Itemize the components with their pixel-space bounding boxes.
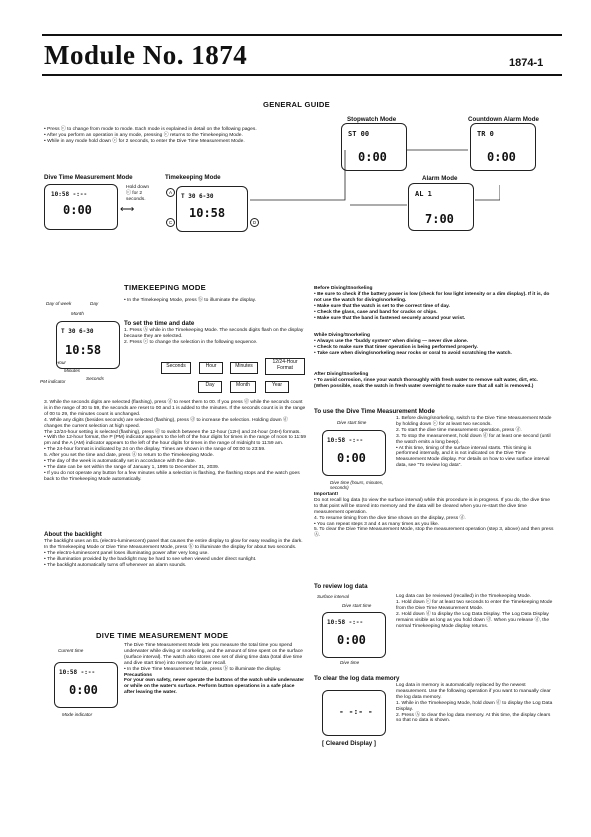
review-text	[396, 594, 554, 629]
timekeeping-mode-label: Timekeeping Mode	[165, 174, 221, 181]
para: • The backlight automatically turns off whenever an alarm sounds.	[44, 562, 187, 568]
step: • At this time, timing of the surface interval starts. This timing is performed internally, and it is not indicated on the Dive Time Measurement Mode display. For details on how to view surface interval data, see "To review log data".	[396, 445, 550, 469]
label-pm: PM indicator	[40, 379, 66, 384]
clear-heading: To clear the log data memory	[314, 675, 400, 682]
seq-format: 12/24-Hour Format	[265, 358, 305, 375]
label-day-of-week: Day of week	[46, 301, 72, 306]
before-diving-section	[314, 286, 554, 321]
backlight-heading: About the backlight	[44, 531, 102, 538]
dive-mode-text	[124, 643, 306, 696]
para: • In the Dive Time Measurement Mode, press ⓑ to illuminate the display.	[124, 666, 282, 672]
set-more-steps	[44, 400, 306, 483]
para: Log data in memory is automatically replaced by the newest measurement. Use the following operation if you want to manually clear the log data memory.	[396, 683, 551, 700]
step: 2. To start the dive time measurement operation, press ⓓ.	[396, 427, 522, 433]
para: • The illumination provided by the backlight may be hard to see when viewed under direct sunlight.	[44, 556, 257, 562]
seq-hour: Hour	[199, 362, 223, 374]
log-data-watch: 10:58 -:-- 0:00	[322, 612, 386, 658]
para: Do not recall log data (to view the surface interval) while this procedure is in progress. If you do, the dive time to that point will be stored into memory and the data will be cleared when you re-start the dive time measurement operation.	[314, 497, 550, 515]
blank-display: - -:- -	[339, 707, 373, 716]
section-heading: While Diving/Snorkeling	[314, 333, 370, 338]
para: • You can repeat steps 3 and 4 as many times as you like.	[314, 521, 440, 527]
precautions-heading: Precautions	[124, 672, 152, 678]
item: • To avoid corrosion, rinse your watch thoroughly with fresh water to remove salt water, dirt, etc. (When possible, soak the watch in fresh water overnight to make sure that all salt is removed.)	[314, 377, 538, 389]
set-steps	[124, 328, 304, 346]
label-seconds: Seconds	[86, 376, 104, 381]
step: 5. After you set the time and date, press Ⓐ to return to the Timekeeping Mode.	[44, 453, 214, 459]
step: 1. Press Ⓐ while in the Timekeeping Mode. The seconds digits flash on the display because they are selected.	[124, 328, 304, 339]
para: 5. To clear the Dive Time Measurement Mode, stop the measurement operation (step 3, above) and then press Ⓐ.	[314, 527, 554, 539]
step: 1. While in the Timekeeping Mode, hold down ⓓ to display the Log Data Display.	[396, 700, 553, 712]
timekeeping-intro: • In the Timekeeping Mode, press ⓑ to illuminate the display.	[124, 298, 257, 303]
intro-line: • After you perform an operation in any mode, pressing ⓒ returns to the Timekeeping Mode.	[44, 132, 243, 138]
after-diving-section	[314, 372, 554, 390]
intro-line: • Press ⓒ to change from mode to mode. Each mode is explained in detail on the following pages.	[44, 127, 257, 132]
label-current-time: Current time	[58, 648, 84, 653]
label-minutes: Minutes	[64, 368, 81, 373]
label-hour: Hour	[56, 360, 66, 365]
step: 3. To stop the measurement, hold down ⓓ for at least one second (until the watch emits a long beep).	[396, 433, 551, 445]
seq-minutes: Minutes	[230, 362, 258, 374]
precautions-text: For your own safety, never operate the buttons of the watch while underwater or while on the water's surface. Perform button operations in a safe place after leaving the water.	[124, 678, 305, 696]
mode-flow-arrows	[250, 140, 500, 230]
item: • Make sure that the watch is set to the correct time of day.	[314, 303, 450, 309]
seq-day: Day	[198, 381, 222, 393]
item: • Be sure to check if the battery power is low (check for low light intensity or a dim display). If it is, do not use the watch for diving/snorkeling.	[314, 291, 550, 303]
step: • The day of the week is automatically set in accordance with the date.	[44, 459, 196, 465]
countdown-mode-label: Countdown Alarm Mode	[468, 116, 539, 123]
button-a-icon: A	[166, 188, 175, 197]
while-diving-section	[314, 333, 554, 357]
seq-month: Month	[230, 381, 256, 393]
dive-mode-label: Dive Time Measurement Mode	[44, 174, 133, 181]
top-rule	[42, 34, 562, 36]
section-heading: After Diving/Snorkeling	[314, 372, 369, 377]
button-c-icon: C	[166, 218, 175, 227]
item: • Check to make sure that timer operation is being performed properly.	[314, 344, 478, 350]
step: 4. While any digits (besides seconds) are selected (flashing), press ⓓ to increase the selection. Holding down ⓓ changes the current selection at high speed.	[44, 417, 288, 429]
section-heading: Important!	[314, 492, 339, 497]
step: 3. While the seconds digits are selected (flashing), press ⓓ to reset them to 00. If you press ⓓ while the seconds count is in the range of 30 to 59, the seconds are reset to 00 and 1 is added to the minutes. If the seconds count is in the range of 00 to 29, the minutes count is unchanged.	[44, 400, 306, 417]
swap-arrow-icon: ⟷	[120, 204, 135, 215]
step: • With the 12-hour format, the P (PM) indicator appears to the left of the hour digits for times in the range of noon to 11:59 pm and the A (AM) indicator appears to the left of the hour digits for times in the range of midnight to 11:59 am.	[44, 435, 306, 447]
stopwatch-display: ST 00 0:00	[341, 123, 407, 171]
stopwatch-mode-label: Stopwatch Mode	[347, 116, 397, 123]
button-d-icon: D	[250, 218, 259, 227]
set-time-heading: To set the time and date	[124, 320, 195, 327]
general-guide-heading: GENERAL GUIDE	[263, 100, 331, 109]
item: • Make sure that the band is fastened securely around your wrist.	[314, 315, 466, 321]
timekeeping-display: T 30 6-30 10:58	[176, 186, 248, 232]
dive-measure-watch: 10:58 -:-- 0:00	[322, 430, 386, 476]
label-dive-time: Dive time (hours, minutes, seconds)	[330, 480, 384, 490]
item: • Always use the "buddy system" when diving — never dive alone.	[314, 338, 469, 344]
hold-down-note: Hold down ⓒ for 2 seconds.	[126, 185, 150, 202]
backlight-text	[44, 539, 306, 569]
label-month: Month	[71, 311, 84, 316]
intro-line: • While in any mode hold down ⓒ for 2 seconds, to enter the Dive Time Measurement Mode.	[44, 138, 245, 144]
para: • The electro-luminescent panel loses illuminating power after very long use.	[44, 550, 209, 556]
step: • The date can be set within the range of January 1, 1995 to December 31, 2039.	[44, 464, 220, 470]
dive-mode-display: 10:58 -:-- 0:00	[44, 184, 118, 230]
para: The Dive Time Measurement Mode lets you measure the total time you spend underwater while diving or snorkeling, and the amount of time spent on the surface (surface interval). The watch also stores one set of diving time data (total dive time and dive start time) into memory for later recall.	[124, 643, 303, 666]
label-day: Day	[90, 301, 99, 306]
clear-text	[396, 683, 554, 724]
para: 4. To resume timing from the dive time shown on the display, press ⓓ.	[314, 515, 466, 521]
seq-seconds: Seconds	[161, 362, 191, 374]
para: Log data can be reviewed (recalled) in the Timekeeping Mode.	[396, 594, 532, 599]
para: The backlight uses an EL (electro-luminescent) panel that causes the entire display to glow for easy reading in the dark. In the Timekeeping Mode or Dive Time Measurement Mode, press ⓑ to illuminate the display for about two seconds.	[44, 539, 303, 550]
page-title: Module No. 1874	[44, 40, 248, 70]
alarm-display: AL 1 7:00	[408, 183, 474, 231]
step: The 12/24-hour setting is selected (flashing), press ⓓ to switch between the 12-hour (12H) and 24-hour (24H) formats.	[44, 429, 301, 435]
cleared-watch	[322, 690, 386, 736]
use-dive-heading: To use the Dive Time Measurement Mode	[314, 408, 435, 415]
alarm-mode-label: Alarm Mode	[422, 175, 458, 182]
label-dive-start-2: Dive start time	[342, 603, 372, 608]
label-surface-interval: Surface interval	[317, 594, 349, 599]
dive-mode-heading: DIVE TIME MEASUREMENT MODE	[96, 631, 229, 640]
review-heading: To review log data	[314, 583, 368, 590]
module-code: 1874-1	[509, 57, 544, 69]
cleared-display-label: [ Cleared Display ]	[322, 740, 376, 747]
item: • Take care when diving/snorkeling near rocks or coral to avoid scratching the watch.	[314, 350, 512, 356]
use-dive-steps	[396, 416, 554, 469]
step: 2. Press Ⓐ to clear the log data memory. At this time, the display clears so that no data is shown.	[396, 712, 551, 724]
timekeeping-watch: T 30 6-30 10:58	[56, 321, 120, 369]
important-section	[314, 492, 554, 539]
dive-mode-watch: 10:58 -:-- 0:00	[54, 662, 118, 708]
seq-year: Year	[265, 381, 289, 393]
step: 1. Before diving/snorkeling, switch to the Dive Time Measurement Mode by holding down ⓒ for at least two seconds.	[396, 416, 552, 427]
step: • The 24-hour format is indicated by 24 on the display. Times are shown in the range of 00:00 to 23:59.	[44, 447, 266, 453]
step: • If you do not operate any button for a few minutes while a selection is flashing, the flashing stops and the watch goes back to the Timekeeping Mode automatically.	[44, 470, 300, 482]
header-rule	[42, 74, 562, 76]
step: 1. Hold down ⓒ for at least two seconds to enter the Timekeeping Mode from the Dive Time Measurement Mode.	[396, 599, 553, 611]
section-heading: Before Diving/Snorkeling	[314, 286, 373, 291]
countdown-display: TR 0 0:00	[470, 123, 536, 171]
label-dive-start: Dive start time	[337, 420, 367, 425]
label-mode-indicator: Mode indicator	[62, 712, 93, 717]
step: 2. Press ⓒ to change the selection in the following sequence.	[124, 339, 258, 345]
step: 2. Hold down ⓓ to display the Log Data Display. The Log Data Display remains visible as long as you hold down ⓓ. When you release ⓓ, the normal Timekeeping Mode display returns.	[396, 611, 550, 629]
item: • Check the glass, case and band for cracks or chips.	[314, 309, 438, 315]
label-dive-time-2: Dive time	[340, 660, 360, 665]
timekeeping-heading: TIMEKEEPING MODE	[124, 283, 207, 292]
